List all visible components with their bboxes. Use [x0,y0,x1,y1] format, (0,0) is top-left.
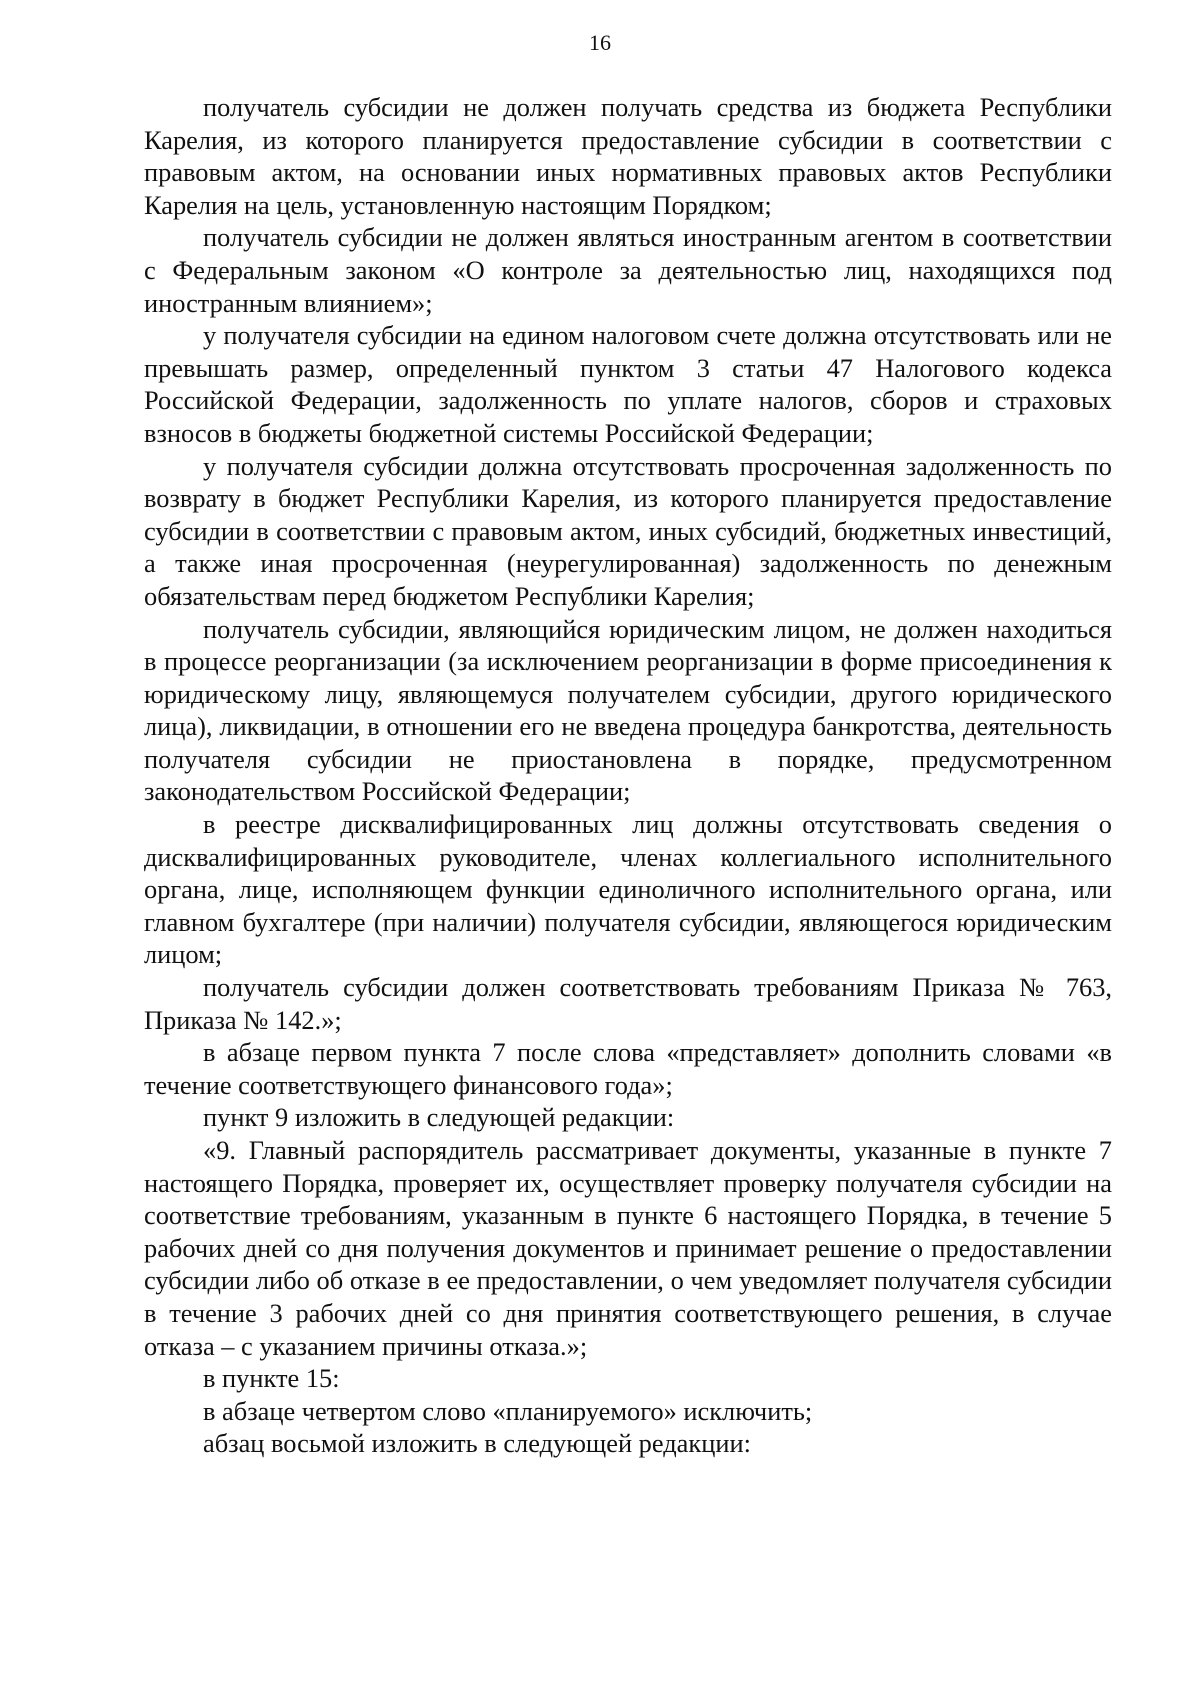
paragraph: в реестре дисквалифицированных лиц должны отсутствовать сведения о дисквалифицированных руководителе, членах коллегиального исполнительного органа, лице, исполняющем функции единоличного исполнительного органа, или главном бухгалтере (при наличии) получателя субсидии, являющегося юридическим лицом; [144,809,1112,970]
paragraph: абзац восьмой изложить в следующей редакции: [203,1428,751,1459]
paragraph: в абзаце четвертом слово «планируемого» исключить; [203,1395,813,1426]
paragraph: получатель субсидии, являющийся юридическим лицом, не должен находиться в процессе реорганизации (за исключением реорганизации в форме присоединения к юридическому лицу, являющемуся получателем субсидии, другого юридического лица), ликвидации, в отношении его не введена процедура банкротства, деятельность получателя субсидии не приостановлена в порядке, предусмотренном законодательством Российской Федерации; [144,613,1112,807]
paragraph: пункт 9 изложить в следующей редакции: [203,1102,675,1133]
paragraph: у получателя субсидии на едином налоговом счете должна отсутствовать или не превышать размер, определенный пунктом 3 статьи 47 Налогового кодекса Российской Федерации, задолженность по уплате налогов, сборов и страховых взносов в бюджеты бюджетной системы Российской Федерации; [144,320,1112,448]
paragraph: получатель субсидии не должен получать средства из бюджета Республики Карелия, из которого планируется предоставление субсидии в соответствии с правовым актом, на основании иных нормативных правовых актов Республики Карелия на цель, установленную настоящим Порядком; [144,92,1112,220]
paragraph: получатель субсидии должен соответствовать требованиям Приказа № 763, Приказа № 142.»; [144,972,1112,1035]
paragraph: в абзаце первом пункта 7 после слова «представляет» дополнить словами «в течение соответствующего финансового года»; [144,1037,1112,1100]
paragraph: у получателя субсидии должна отсутствовать просроченная задолженность по возврату в бюджет Республики Карелия, из которого планируется предоставление субсидии в соответствии с правовым актом, иных субсидий, бюджетных инвестиций, а также иная просроченная (неурегулированная) задолженность по денежным обязательствам перед бюджетом Республики Карелия; [144,450,1112,611]
paragraph: «9. Главный распорядитель рассматривает документы, указанные в пункте 7 настоящего Порядка, проверяет их, осуществляет проверку получателя субсидии на соответствие требованиям, указанным в пункте 6 настоящего Порядка, в течение 5 рабочих дней со дня получения документов и принимает решение о предоставлении субсидии либо об отказе в ее предоставлении, о чем уведомляет получателя субсидии в течение 3 рабочих дней со дня принятия соответствующего решения, в случае отказа – с указанием причины отказа.»; [144,1135,1112,1361]
document-body [144,91,1112,1460]
page-number: 16 [589,30,611,55]
paragraph: получатель субсидии не должен являться иностранным агентом в соответствии с Федеральным законом «О контроле за деятельностью лиц, находящихся под иностранным влиянием»; [144,222,1112,318]
paragraph: в пункте 15: [203,1363,340,1394]
